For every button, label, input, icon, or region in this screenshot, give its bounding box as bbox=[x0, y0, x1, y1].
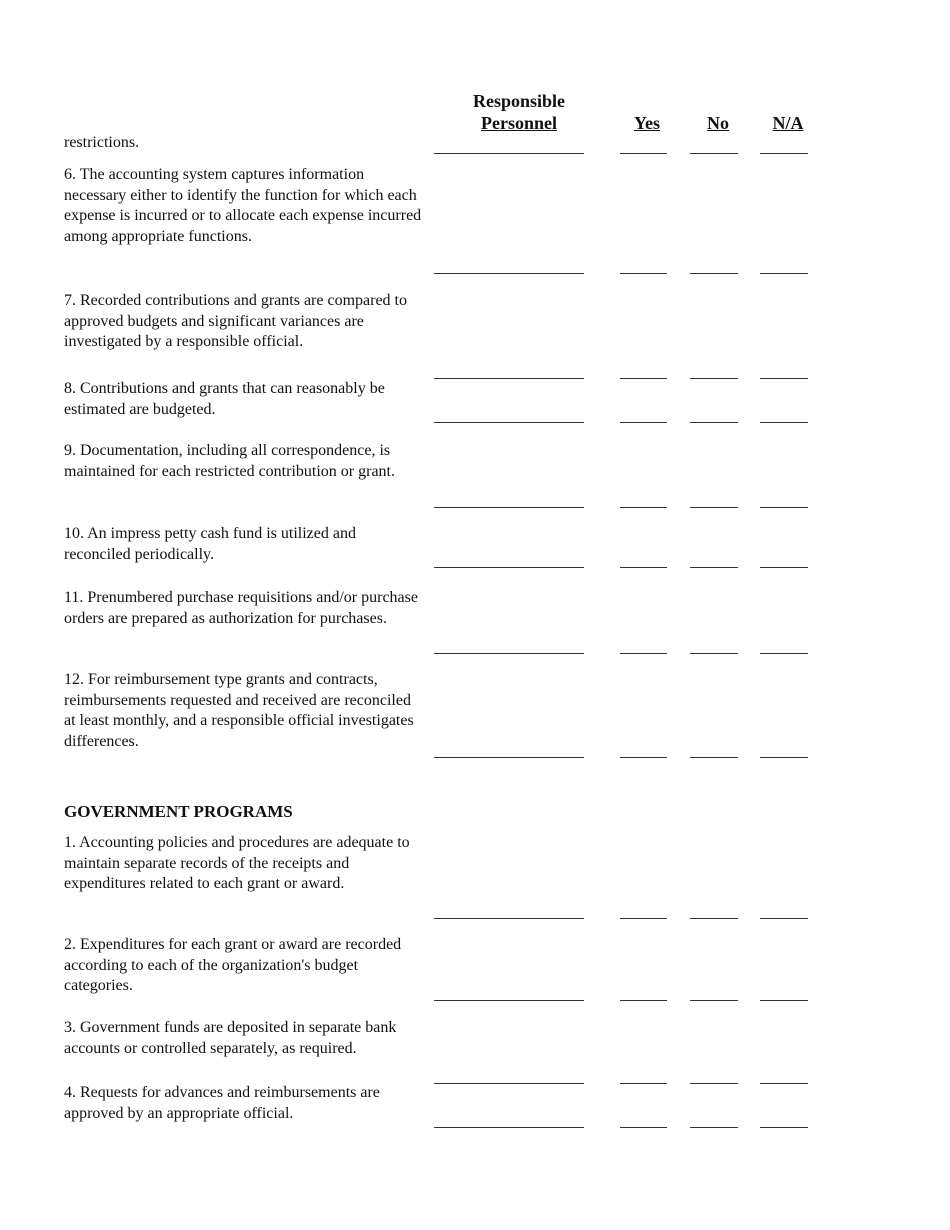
header-personnel: Personnel bbox=[481, 113, 557, 133]
header-yes: Yes bbox=[634, 113, 660, 133]
yes-field[interactable] bbox=[620, 918, 667, 919]
header-responsible: Responsible bbox=[472, 91, 566, 111]
no-field[interactable] bbox=[690, 273, 738, 274]
gov-item-4: 4. Requests for advances and reimbursements are approved by an appropriate official. bbox=[64, 1084, 380, 1122]
responsible-personnel-field[interactable] bbox=[434, 653, 584, 654]
responsible-personnel-field[interactable] bbox=[434, 1000, 584, 1001]
item-5-tail: restrictions. bbox=[64, 134, 140, 151]
na-field[interactable] bbox=[760, 1127, 808, 1128]
no-field[interactable] bbox=[690, 422, 738, 423]
yes-field[interactable] bbox=[620, 1000, 667, 1001]
item-8: 8. Contributions and grants that can reasonably be estimated are budgeted. bbox=[64, 380, 385, 418]
yes-field[interactable] bbox=[620, 507, 667, 508]
gov-item-1: 1. Accounting policies and procedures are adequate to maintain separate records of the receipts and expenditures related to each grant or award. bbox=[64, 834, 410, 892]
item-10: 10. An impress petty cash fund is utilized and reconciled periodically. bbox=[64, 525, 356, 563]
responsible-personnel-field[interactable] bbox=[434, 153, 584, 154]
yes-field[interactable] bbox=[620, 422, 667, 423]
na-field[interactable] bbox=[760, 378, 808, 379]
yes-field[interactable] bbox=[620, 567, 667, 568]
no-field[interactable] bbox=[690, 378, 738, 379]
yes-field[interactable] bbox=[620, 1083, 667, 1084]
item-7: 7. Recorded contributions and grants are compared to approved budgets and significant variances are investigated by a responsible official. bbox=[64, 292, 407, 350]
header-no: No bbox=[707, 113, 729, 133]
na-field[interactable] bbox=[760, 507, 808, 508]
item-11: 11. Prenumbered purchase requisitions and/or purchase orders are prepared as authorization for purchases. bbox=[64, 589, 418, 627]
header-na: N/A bbox=[772, 113, 804, 133]
responsible-personnel-field[interactable] bbox=[434, 1083, 584, 1084]
no-field[interactable] bbox=[690, 757, 738, 758]
item-12: 12. For reimbursement type grants and contracts, reimbursements requested and received are reconciled at least monthly, and a responsible official investigates differences. bbox=[64, 671, 414, 750]
responsible-personnel-field[interactable] bbox=[434, 567, 584, 568]
item-6: 6. The accounting system captures information necessary either to identify the function for which each expense is incurred or to allocate each expense incurred among appropriate functions. bbox=[64, 166, 422, 245]
gov-item-2: 2. Expenditures for each grant or award are recorded according to each of the organization's budget categories. bbox=[64, 936, 402, 994]
no-field[interactable] bbox=[690, 1127, 738, 1128]
item-9: 9. Documentation, including all correspondence, is maintained for each restricted contribution or grant. bbox=[64, 442, 395, 480]
na-field[interactable] bbox=[760, 1000, 808, 1001]
responsible-personnel-field[interactable] bbox=[434, 422, 584, 423]
yes-field[interactable] bbox=[620, 153, 667, 154]
no-field[interactable] bbox=[690, 653, 738, 654]
responsible-personnel-field[interactable] bbox=[434, 273, 584, 274]
yes-field[interactable] bbox=[620, 273, 667, 274]
no-field[interactable] bbox=[690, 153, 738, 154]
no-field[interactable] bbox=[690, 918, 738, 919]
na-field[interactable] bbox=[760, 918, 808, 919]
yes-field[interactable] bbox=[620, 378, 667, 379]
responsible-personnel-field[interactable] bbox=[434, 378, 584, 379]
yes-field[interactable] bbox=[620, 1127, 667, 1128]
na-field[interactable] bbox=[760, 653, 808, 654]
responsible-personnel-field[interactable] bbox=[434, 507, 584, 508]
gov-item-3: 3. Government funds are deposited in separate bank accounts or controlled separately, as required. bbox=[64, 1019, 397, 1057]
responsible-personnel-field[interactable] bbox=[434, 1127, 584, 1128]
na-field[interactable] bbox=[760, 153, 808, 154]
na-field[interactable] bbox=[760, 757, 808, 758]
na-field[interactable] bbox=[760, 1083, 808, 1084]
yes-field[interactable] bbox=[620, 757, 667, 758]
section-government-programs: GOVERNMENT PROGRAMS bbox=[64, 802, 293, 821]
responsible-personnel-field[interactable] bbox=[434, 918, 584, 919]
no-field[interactable] bbox=[690, 567, 738, 568]
yes-field[interactable] bbox=[620, 653, 667, 654]
na-field[interactable] bbox=[760, 567, 808, 568]
na-field[interactable] bbox=[760, 422, 808, 423]
responsible-personnel-field[interactable] bbox=[434, 757, 584, 758]
na-field[interactable] bbox=[760, 273, 808, 274]
no-field[interactable] bbox=[690, 507, 738, 508]
no-field[interactable] bbox=[690, 1000, 738, 1001]
no-field[interactable] bbox=[690, 1083, 738, 1084]
